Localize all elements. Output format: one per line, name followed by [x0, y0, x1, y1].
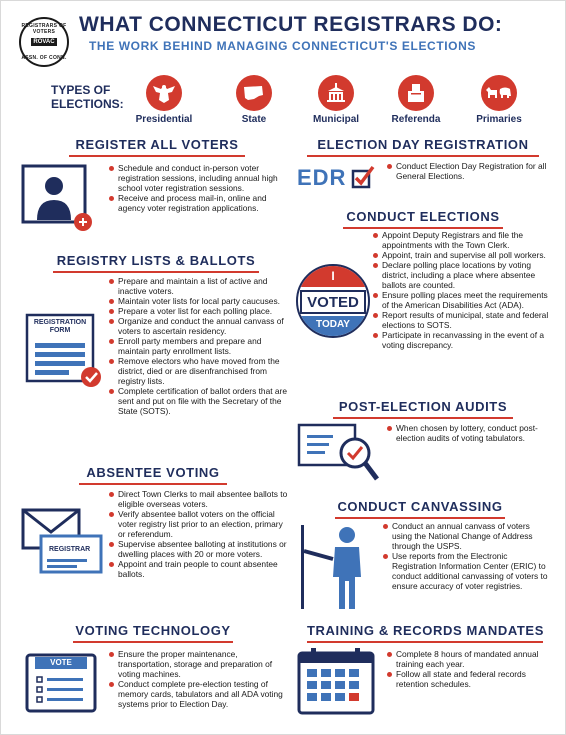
sticker-bottom-text: TODAY	[316, 319, 350, 330]
page-title: WHAT CONNECTICUT REGISTRARS DO:	[79, 13, 503, 36]
edr-bullets	[387, 161, 547, 181]
section-underline	[343, 227, 503, 229]
section-header-audits	[333, 399, 513, 419]
election-types-label-line1: TYPES OF	[51, 83, 111, 97]
election-type-label: Municipal	[312, 114, 360, 125]
election-type-label: Referenda	[391, 114, 441, 125]
section-title: ABSENTEE VOTING	[86, 465, 220, 480]
conduct-bullets	[373, 230, 549, 350]
edr-text: EDR	[297, 165, 347, 190]
list-item: Schedule and conduct in-person voter registration sessions, including annual high school voter registration sessions.	[109, 163, 289, 193]
form-label-line2: FORM	[49, 327, 71, 334]
training-bullets	[387, 649, 547, 689]
section-title: TRAINING & RECORDS MANDATES	[307, 623, 544, 638]
rovac-logo	[19, 17, 69, 67]
section-underline	[79, 483, 227, 485]
list-item: Enroll party members and prepare and maintain party enrollment lists.	[109, 336, 289, 356]
logo-mid-text: ROVAC	[33, 39, 55, 45]
list-item: When chosen by lottery, conduct post-election audits of voting tabulators.	[387, 423, 547, 443]
sticker-mid-text: VOTED	[307, 294, 359, 311]
section-title: ELECTION DAY REGISTRATION	[317, 137, 529, 152]
section-header-edr	[307, 137, 539, 157]
list-item: Organize and conduct the annual canvass of voters to ascertain residency.	[109, 316, 289, 336]
section-title: VOTING TECHNOLOGY	[75, 623, 231, 638]
section-header-technology	[73, 623, 233, 643]
section-header-register	[69, 137, 245, 157]
list-item: Use reports from the Electronic Registration Information Center (ERIC) to conduct additional canvassing of voters to ensure accuracy of voter registries.	[383, 551, 549, 591]
list-item: Participate in recanvassing in the event of a voting discrepancy.	[373, 330, 549, 350]
section-header-conduct	[343, 209, 503, 229]
envelope-icon	[21, 506, 105, 576]
screen-label: VOTE	[50, 658, 72, 667]
canvassing-bullets	[383, 521, 549, 591]
voter-profile-icon	[21, 164, 95, 234]
list-item: Complete 8 hours of mandated annual training each year.	[387, 649, 547, 669]
state-map-icon	[236, 75, 272, 111]
logo-top-text: REGISTRARS OF VOTERS	[21, 23, 67, 35]
section-underline	[73, 641, 233, 643]
list-item: Appoint Deputy Registrars and file the appointments with the Town Clerk.	[373, 230, 549, 250]
section-underline	[53, 271, 259, 273]
election-type-municipal	[301, 75, 371, 125]
list-item: Ensure the proper maintenance, transportation, storage and preparation of voting machines.	[109, 649, 289, 679]
section-title: CONDUCT ELECTIONS	[346, 209, 500, 224]
list-item: Conduct complete pre-election testing of memory cards, tabulators and all ADA voting systems prior to Election Day.	[109, 679, 289, 709]
absentee-bullets	[109, 489, 289, 579]
eagle-icon	[146, 75, 182, 111]
list-item: Conduct an annual canvass of voters using the National Change of Address through the USPS.	[383, 521, 549, 551]
election-type-primaries	[464, 75, 534, 125]
section-title: POST-ELECTION AUDITS	[338, 399, 508, 414]
section-underline	[307, 641, 543, 643]
register-bullets	[109, 163, 289, 213]
town-hall-icon	[318, 75, 354, 111]
list-item: Appoint, train and supervise all poll workers.	[373, 250, 549, 260]
election-type-label: Primaries	[476, 114, 522, 125]
section-header-canvassing	[335, 499, 505, 519]
audits-bullets	[387, 423, 547, 443]
list-item: Conduct Election Day Registration for all General Elections.	[387, 161, 547, 181]
list-item: Remove electors who have moved from the district, died or are disenfranchised from registry lists.	[109, 356, 289, 386]
section-header-absentee	[79, 465, 227, 485]
section-title: REGISTER ALL VOTERS	[75, 137, 239, 152]
section-header-registry	[53, 253, 259, 273]
list-item: Maintain voter lists for local party caucuses.	[109, 296, 289, 306]
sticker-top-text: I	[331, 269, 335, 283]
election-type-presidential	[129, 75, 199, 125]
audit-magnifier-icon	[297, 423, 381, 485]
list-item: Prepare and maintain a list of active and inactive voters.	[109, 276, 289, 296]
registration-form-icon	[25, 313, 103, 389]
election-type-label: Presidential	[135, 114, 193, 125]
i-voted-sticker-icon	[295, 263, 371, 339]
section-underline	[69, 155, 245, 157]
registry-bullets	[109, 276, 289, 416]
section-underline	[333, 417, 513, 419]
list-item: Appoint and train people to count absentee ballots.	[109, 559, 289, 579]
section-title: REGISTRY LISTS & BALLOTS	[56, 253, 256, 268]
list-item: Declare polling place locations by voting district, including a place where absentee ballots are counted.	[373, 260, 549, 290]
envelope-label: REGISTRAR	[49, 546, 91, 553]
calendar-icon	[297, 647, 377, 717]
form-label	[29, 319, 91, 335]
list-item: Prepare a voter list for each polling place.	[109, 306, 289, 316]
list-item: Ensure polling places meet the requirements of the American Disabilities Act (ADA).	[373, 290, 549, 310]
election-type-label: State	[241, 114, 267, 125]
voting-machine-icon	[25, 653, 101, 717]
list-item: Supervise absentee balloting at institutions or dwelling places with 20 or more voters.	[109, 539, 289, 559]
page-subtitle: THE WORK BEHIND MANAGING CONNECTICUT'S ELECTIONS	[89, 39, 476, 53]
list-item: Verify absentee ballot voters on the official voter registry list prior to an election, primary or referendum.	[109, 509, 289, 539]
election-type-state	[219, 75, 289, 125]
presenter-icon	[297, 523, 373, 611]
election-types-label	[51, 83, 124, 111]
ballot-box-icon	[398, 75, 434, 111]
section-underline	[307, 155, 539, 157]
list-item: Direct Town Clerks to mail absentee ballots to eligible overseas voters.	[109, 489, 289, 509]
edr-check-icon	[297, 159, 379, 193]
form-label-line1: REGISTRATION	[33, 319, 87, 326]
list-item: Complete certification of ballot orders that are sent and put on file with the Secretary of the State (SOTS).	[109, 386, 289, 416]
section-header-training	[307, 623, 543, 643]
list-item: Receive and process mail-in, online and agency voter registration applications.	[109, 193, 289, 213]
technology-bullets	[109, 649, 289, 709]
donkey-elephant-icon	[481, 75, 517, 111]
election-types-label-line2: ELECTIONS:	[51, 97, 124, 111]
section-title: CONDUCT CANVASSING	[337, 499, 503, 514]
list-item: Follow all state and federal records retention schedules.	[387, 669, 547, 689]
election-type-referenda	[381, 75, 451, 125]
list-item: Report results of municipal, state and federal elections to SOTS.	[373, 310, 549, 330]
section-underline	[335, 517, 505, 519]
logo-bottom-text: ASSN. OF CONN.	[21, 55, 67, 61]
